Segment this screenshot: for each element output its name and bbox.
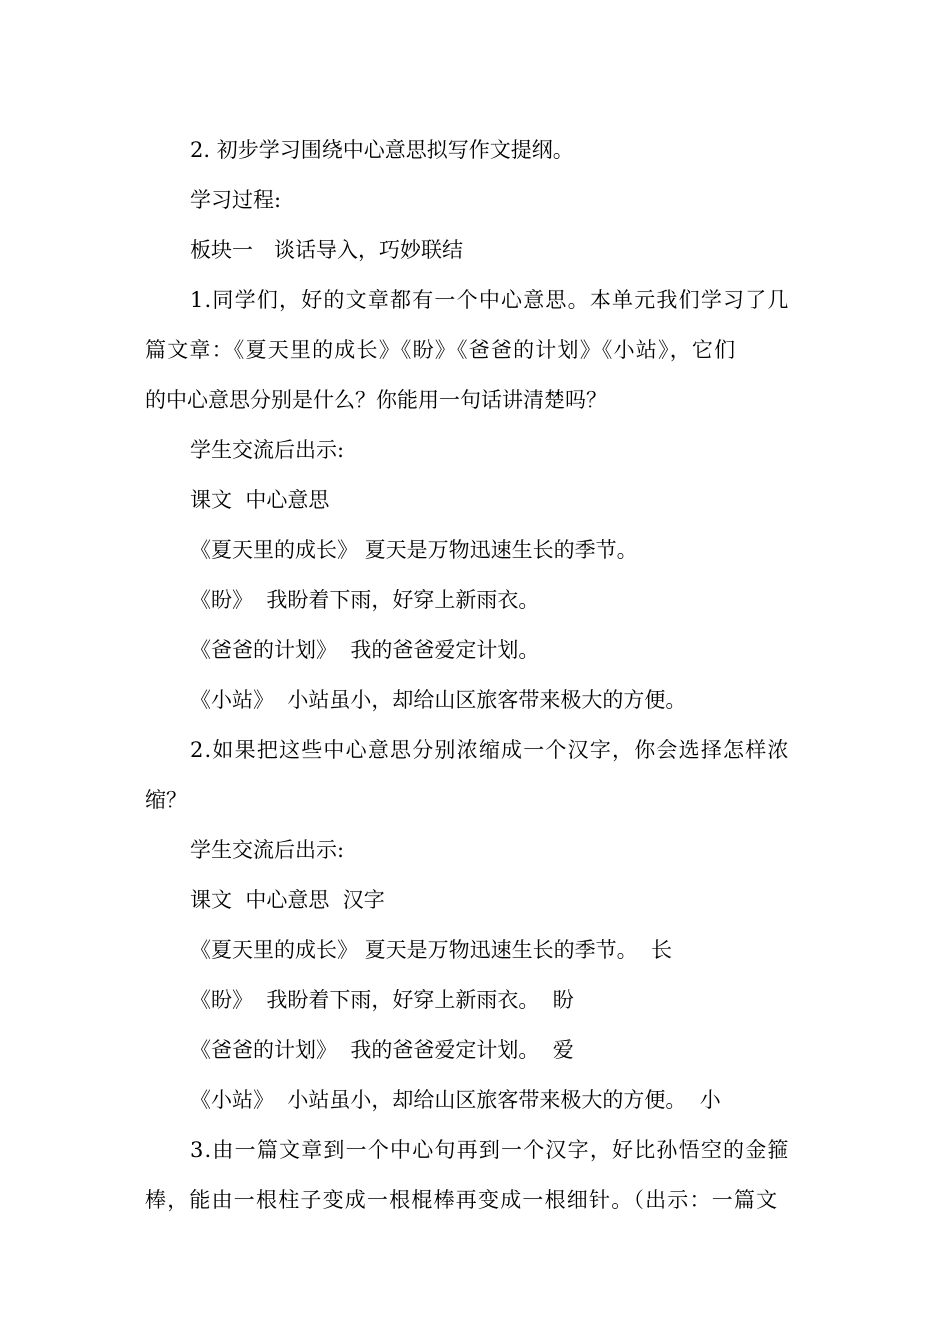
- section-1-title: 板块一 谈话导入，巧妙联结: [190, 238, 463, 262]
- show-label-1: 学生交流后出示:: [190, 438, 345, 462]
- para-2-line-1: 2.如果把这些中心意思分别浓缩成一个汉字，你会选择怎样浓: [190, 738, 790, 762]
- para-1-line-3: 的中心意思分别是什么？你能用一句话讲清楚吗？: [145, 388, 607, 412]
- table-2-row: 《夏天里的成长》 夏天是万物迅速生长的季节。 长: [190, 938, 673, 962]
- table-1-row: 《爸爸的计划》 我的爸爸爱定计划。: [190, 638, 540, 662]
- para-2-line-2: 缩？: [145, 788, 187, 812]
- para-1-line-2: 篇文章：《夏天里的成长》《盼》《爸爸的计划》《小站》，它们: [145, 338, 737, 362]
- show-label-2: 学生交流后出示:: [190, 838, 345, 862]
- table-2-header: 课文 中心意思 汉字: [190, 888, 385, 912]
- para-3-line-2: 棒，能由一根柱子变成一根棍棒再变成一根细针。（出示：一篇文: [145, 1188, 779, 1212]
- objective-2: 2. 初步学习围绕中心意思拟写作文提纲。: [190, 138, 574, 162]
- table-1-row: 《小站》 小站虽小，却给山区旅客带来极大的方便。: [190, 688, 687, 712]
- table-1-header: 课文 中心意思: [190, 488, 330, 512]
- process-heading: 学习过程:: [190, 188, 282, 212]
- table-2-row: 《爸爸的计划》 我的爸爸爱定计划。 爱: [190, 1038, 574, 1062]
- table-1-row: 《夏天里的成长》 夏天是万物迅速生长的季节。: [190, 538, 638, 562]
- para-3-line-1: 3.由一篇文章到一个中心句再到一个汉字，好比孙悟空的金箍: [190, 1138, 790, 1162]
- para-1-line-1: 1.同学们，好的文章都有一个中心意思。本单元我们学习了几: [190, 288, 790, 312]
- table-1-row: 《盼》 我盼着下雨，好穿上新雨衣。: [190, 588, 540, 612]
- table-2-row: 《小站》 小站虽小，却给山区旅客带来极大的方便。 小: [190, 1088, 721, 1112]
- table-2-row: 《盼》 我盼着下雨，好穿上新雨衣。 盼: [190, 988, 574, 1012]
